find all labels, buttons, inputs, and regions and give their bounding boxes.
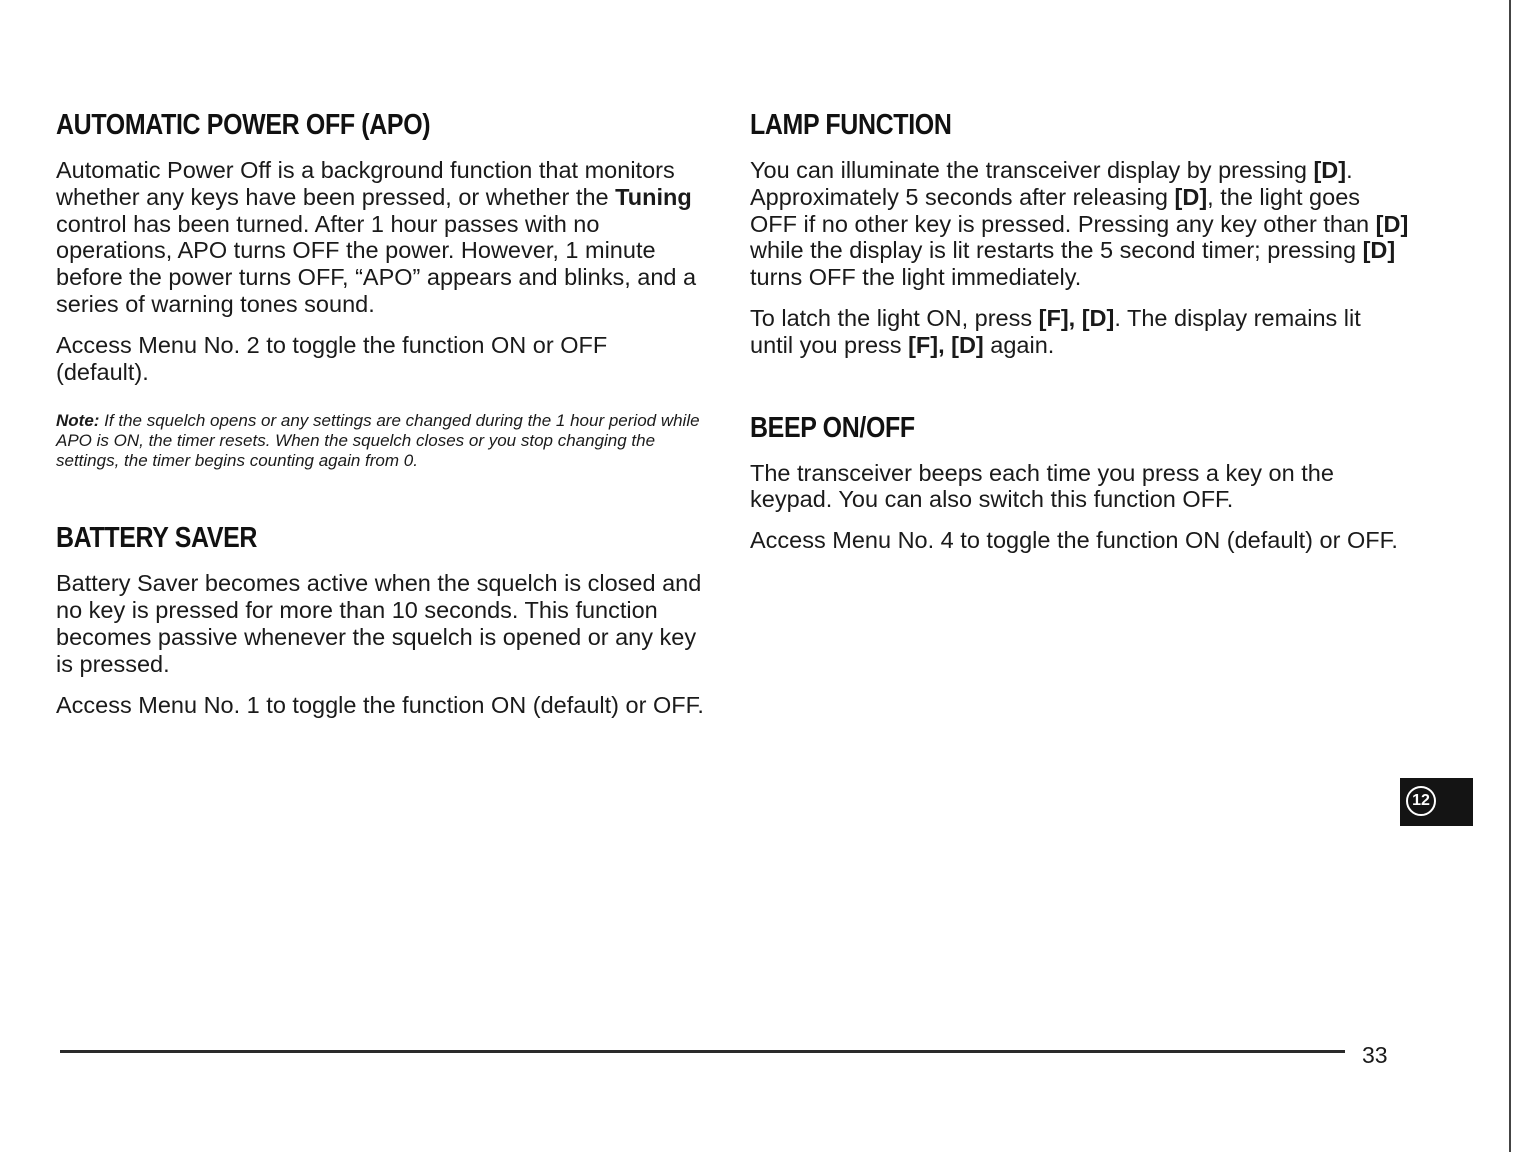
key-f-d: [F], [D] xyxy=(908,331,984,358)
chapter-tab xyxy=(1400,778,1473,826)
lamp-heading: LAMP FUNCTION xyxy=(750,109,952,141)
lamp-text-f: To latch the light ON, press xyxy=(750,304,1039,331)
lamp-text-g: . The display remains lit until you press xyxy=(750,304,1361,358)
key-d: [D] xyxy=(1375,210,1409,237)
note-label: Note: xyxy=(56,411,100,431)
apo-text-a: Automatic Power Off is a background function that monitors whether any keys have been pressed, or whether the xyxy=(56,157,675,210)
key-d: [D] xyxy=(1174,183,1208,210)
battery-paragraph-2: Access Menu No. 1 to toggle the function ON (default) or OFF. xyxy=(56,691,704,718)
lamp-text-a: You can illuminate the transceiver display by pressing xyxy=(750,157,1314,183)
lamp-text-d: while the display is lit restarts the 5 second timer; pressing xyxy=(750,237,1363,264)
apo-note xyxy=(56,411,706,471)
beep-paragraph-2: Access Menu No. 4 to toggle the function ON (default) or OFF. xyxy=(750,527,1398,554)
beep-heading: BEEP ON/OFF xyxy=(750,411,915,444)
lamp-section xyxy=(750,108,1410,359)
apo-heading: AUTOMATIC POWER OFF (APO) xyxy=(56,109,431,141)
lamp-text-c: , the light goes OFF if no other key is pressed. Pressing any key other than xyxy=(750,183,1376,237)
beep-section xyxy=(750,411,1410,554)
lamp-text-h: again. xyxy=(983,331,1055,358)
lamp-text-e: turns OFF the light immediately. xyxy=(750,264,1082,291)
page-number: 33 xyxy=(1362,1042,1388,1068)
lamp-text-b: . Approximately 5 seconds after releasing xyxy=(750,157,1353,210)
beep-paragraph-1: The transceiver beeps each time you press a key on the keypad. You can also switch this function OFF. xyxy=(750,459,1334,513)
right-column xyxy=(750,108,1410,588)
footer-rule xyxy=(60,1050,1345,1053)
apo-section xyxy=(56,108,706,471)
lamp-paragraph-2 xyxy=(750,305,1410,359)
apo-paragraph-2: Access Menu No. 2 to toggle the function ON or OFF (default). xyxy=(56,331,608,385)
chapter-number-badge: 12 xyxy=(1406,786,1436,816)
battery-heading: BATTERY SAVER xyxy=(56,522,258,555)
key-d: [D] xyxy=(1313,157,1347,183)
lamp-paragraph-1 xyxy=(750,157,1410,291)
note-text: If the squelch opens or any settings are changed during the 1 hour period while APO is ON, the timer resets. When the squelch closes or you stop changing the settings, the timer begins counting again from 0. xyxy=(56,411,700,471)
left-column xyxy=(56,108,706,752)
key-f-d: [F], [D] xyxy=(1038,304,1115,331)
apo-text-b: control has been turned. After 1 hour passes with no operations, APO turns OFF the power. However, 1 minute before the power turns OFF, “APO” appears and blinks, and a series of warning tones sound. xyxy=(56,210,697,317)
tuning-key-label: Tuning xyxy=(615,183,692,210)
page-edge-line xyxy=(1509,0,1511,1152)
apo-paragraph-1 xyxy=(56,157,706,318)
key-d: [D] xyxy=(1362,237,1396,264)
battery-section xyxy=(56,521,706,718)
battery-paragraph-1: Battery Saver becomes active when the squelch is closed and no key is pressed for more than 10 seconds. This function becomes passive whenever the squelch is opened or any key is pressed. xyxy=(56,570,702,677)
